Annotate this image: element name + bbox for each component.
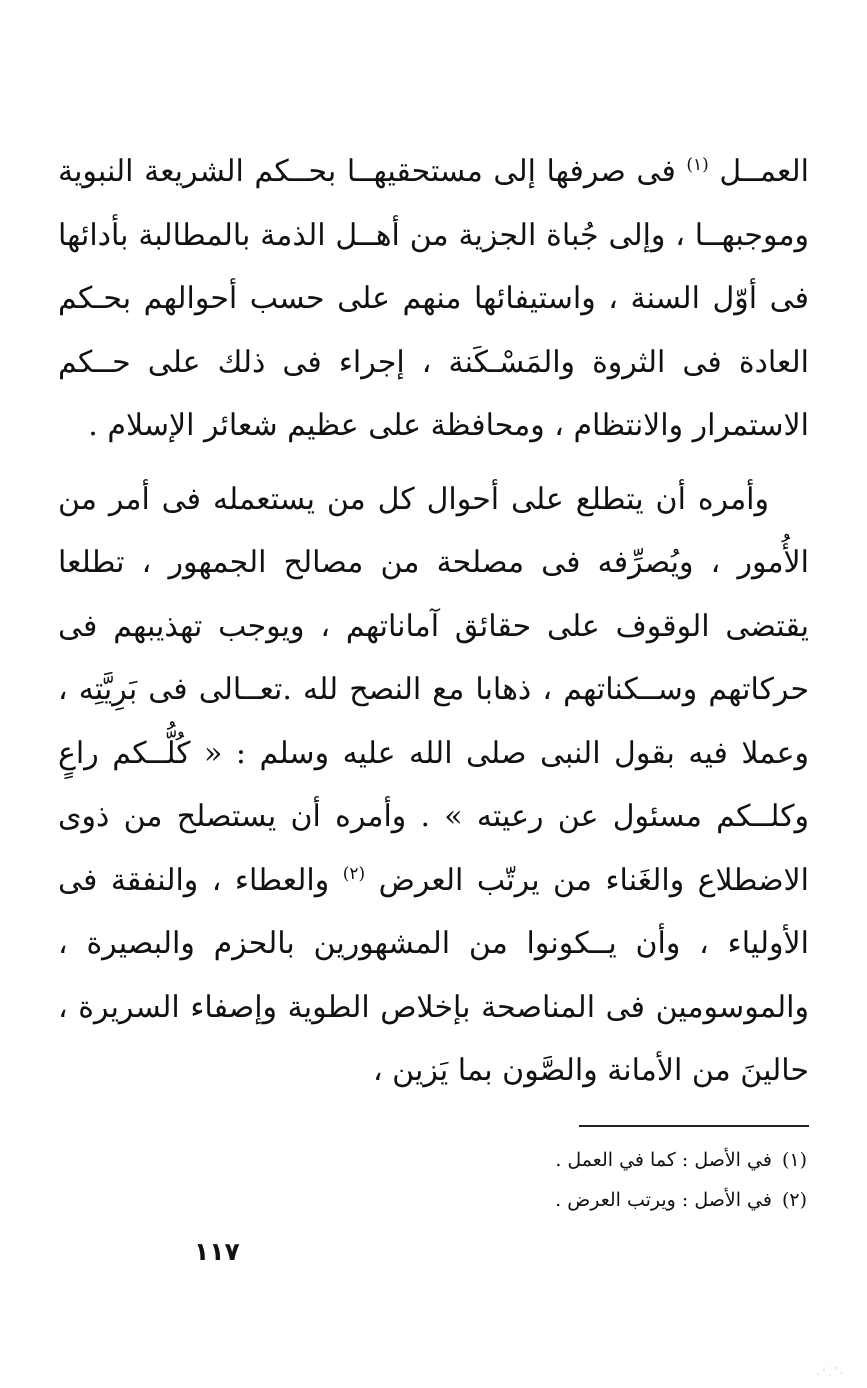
paragraph-2 [58,468,809,1103]
p1-seg-3: فى صرفها إلى مستحقيهــا بحــكم الشريعة النبوية وموجبهــا ، وإلى جُباة الجزية من أهــل الذمة بالمطالبة بأدائها فى أوّل السنة ، واستيفائها منهم على حسب أحوالهم بحـكم العادة فى الثروة والمَسْـكَنة ، إجراء فى ذلك على حــكم الاستمرار والانتظام ، ومحافظة على عظيم شعائر الإسلام . [58,154,809,443]
footnotes [60,1140,807,1220]
footnote-1 [60,1140,807,1180]
footnote-2 [60,1180,807,1220]
footnote-separator [579,1125,809,1127]
footnote-2-text: في الأصل : ويرتب العرض . [555,1189,772,1211]
p1-seg-1: العمــل [708,154,809,189]
footnote-1-number: (١) [781,1149,807,1171]
footnote-ref-1: (١) [686,155,709,175]
paragraph-1 [58,140,809,458]
scan-speckle [815,1364,845,1378]
footnote-1-text: في الأصل : كما في العمل . [555,1149,772,1171]
main-text [58,140,809,1103]
p2-seg-3: والعطاء ، والنفقة فى الأولياء ، وأن يــكونوا من المشهورين بالحزم والبصيرة ، والموسومين فى المناصحة بإخلاص الطوية وإصفاء السريرة ، حالينَ من الأمانة والصَّون بما يَزين ، [58,862,809,1088]
footnote-ref-2: (٢) [342,863,366,884]
p2-seg-1: وأمره أن يتطلع على أحوال كل من يستعمله فى أمر من الأُمور ، ويُصرِّفه فى مصلحة من مصالح الجمهور ، تطلعا يقتضى الوقوف على حقائق آماناتهم ، ويوجب تهذيبهم فى حركاتهم وســكناتهم ، ذهابا مع النصح لله .تعــالى فى بَرِيَّتِه ، وعملا فيه بقول النبى صلى الله عليه وسلم : « كُلُّــكم راعٍ وكلــكم مسئول عن رعيته » . وأمره أن يستصلح من ذوى الاضطلاع والغَناء من يرتّب العرض [58,481,809,898]
page-number: ١١٧ [194,1237,240,1266]
footnote-2-number: (٢) [781,1189,807,1211]
